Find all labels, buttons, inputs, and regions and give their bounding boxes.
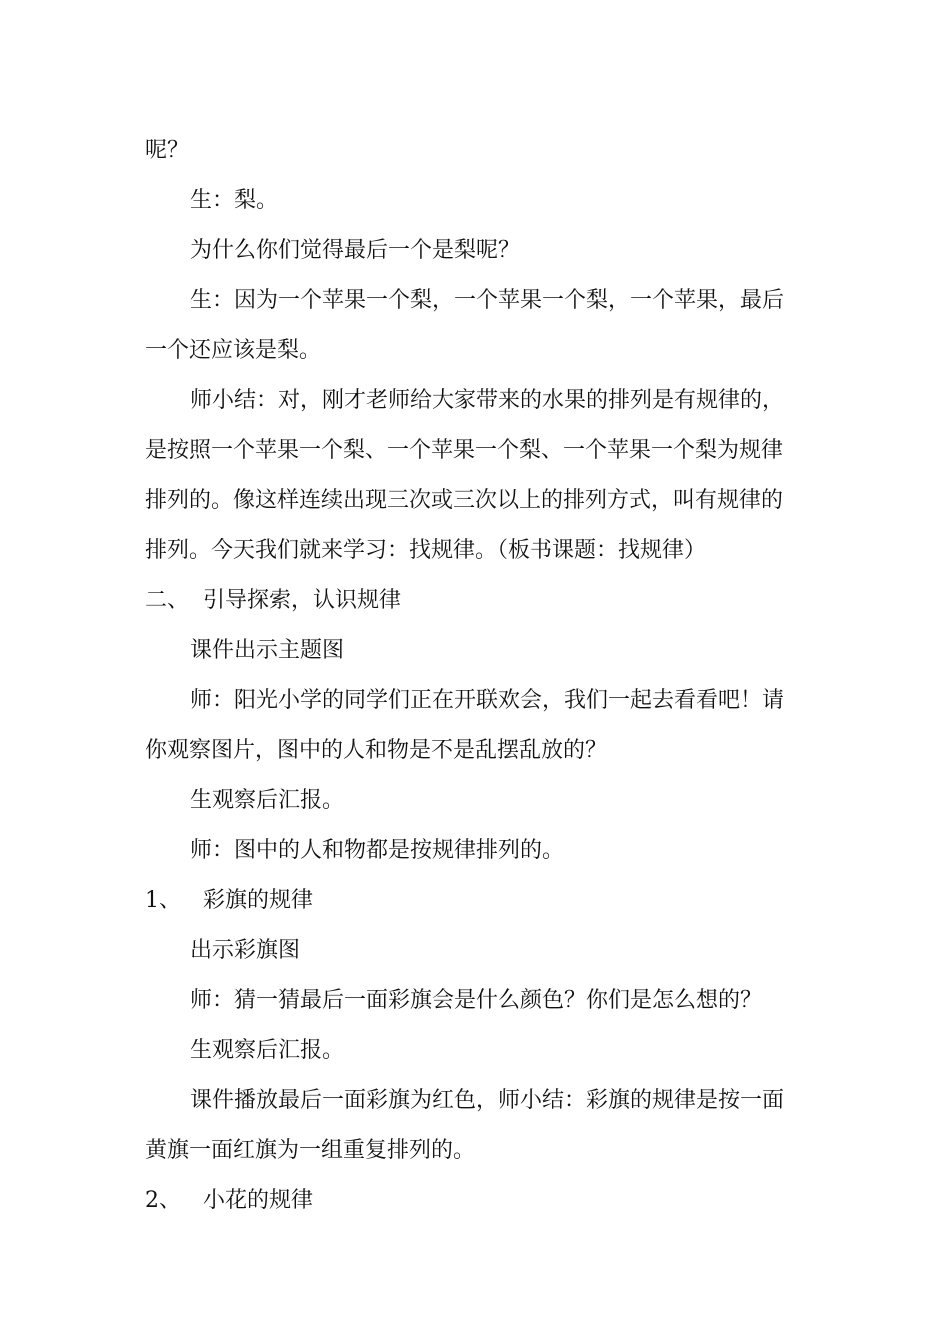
text-line: 师：图中的人和物都是按规律排列的。 <box>190 838 565 863</box>
subsection-number: 2、 <box>145 1188 181 1213</box>
text-line: 排列。今天我们就来学习：找规律。（板书课题：找规律） <box>145 538 707 563</box>
subsection-heading <box>145 886 805 916</box>
text-line: 一个还应该是梨。 <box>145 338 322 363</box>
text-line: 呢？ <box>145 138 190 163</box>
text-line: 你观察图片，图中的人和物是不是乱摆乱放的？ <box>145 738 608 763</box>
text-line: 为什么你们觉得最后一个是梨呢？ <box>190 238 521 263</box>
section-number: 二、 <box>145 588 190 613</box>
text-line: 课件播放最后一面彩旗为红色，师小结：彩旗的规律是按一面 <box>190 1088 785 1113</box>
text-line: 生观察后汇报。 <box>190 788 345 813</box>
text-line: 排列的。像这样连续出现三次或三次以上的排列方式，叫有规律的 <box>145 488 784 513</box>
section-heading <box>145 586 805 616</box>
subsection-title: 小花的规律 <box>203 1188 314 1213</box>
text-line: 课件出示主题图 <box>190 638 345 663</box>
text-line: 生观察后汇报。 <box>190 1038 345 1063</box>
text-line: 是按照一个苹果一个梨、一个苹果一个梨、一个苹果一个梨为规律 <box>145 438 784 463</box>
text-line: 生：梨。 <box>190 188 279 213</box>
subsection-title: 彩旗的规律 <box>203 888 314 913</box>
text-line: 出示彩旗图 <box>190 938 301 963</box>
section-title: 引导探索，认识规律 <box>203 588 402 613</box>
text-line: 黄旗一面红旗为一组重复排列的。 <box>145 1138 476 1163</box>
subsection-number: 1、 <box>145 888 181 913</box>
text-line: 生：因为一个苹果一个梨，一个苹果一个梨，一个苹果，最后 <box>190 288 785 313</box>
text-line: 师：阳光小学的同学们正在开联欢会，我们一起去看看吧！请 <box>190 688 785 713</box>
subsection-heading <box>145 1186 805 1216</box>
text-line: 师：猜一猜最后一面彩旗会是什么颜色？你们是怎么想的？ <box>190 988 763 1013</box>
text-line: 师小结：对，刚才老师给大家带来的水果的排列是有规律的， <box>190 388 785 413</box>
